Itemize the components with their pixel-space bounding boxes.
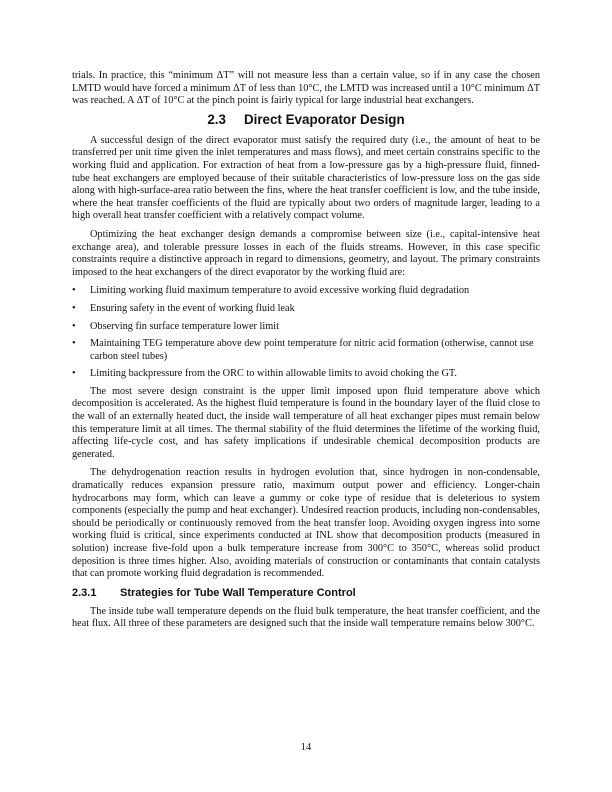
paragraph: The dehydrogenation reaction results in hydrogen evolution that, since hydrogen in non-condensable, dramatically reduces expansion pressure ratio, maximum output power and efficiency. Longer-chain hydrocarbons may form, which can leave a gummy or coke type of residue that is deleterious to system components (especially the pump and heat exchanger). Undesired reaction products, including non-condensables, should be periodically or continuously removed from the heat transfer loop. Avoiding oxygen ingress into some working fluid is critical, since experiments conducted at INL show that decomposition products (measured in solution) increase five-fold upon a bulk temperature increase from 300°C to 350°C, whereas solid product deposition is three times higher. Also, avoiding materials of construction or contaminants that contain catalysts that can promote working fluid degradation is recommended. — [72, 467, 540, 580]
bullet-icon: • — [72, 302, 76, 314]
list-item-text: Observing fin surface temperature lower limit — [90, 320, 279, 332]
list-item-text: Maintaining TEG temperature above dew point temperature for nitric acid formation (otherwise, cannot use carbon steel tubes) — [90, 338, 534, 362]
list-item-text: Limiting working fluid maximum temperature to avoid excessive working fluid degradation — [90, 285, 470, 297]
paragraph: The inside tube wall temperature depends on the fluid bulk temperature, the heat transfer coefficient, and the heat flux. All three of these parameters are designed such that the inside wall temperature remains below 300°C. — [72, 605, 540, 630]
bullet-icon: • — [72, 285, 76, 297]
page-number: 14 — [300, 742, 312, 753]
bullet-icon: • — [72, 320, 76, 332]
bullet-icon: • — [72, 338, 76, 350]
list-item — [72, 368, 540, 381]
subsection-number: 2.3.1 — [72, 586, 97, 599]
section-number: 2.3 — [207, 111, 226, 127]
subsection-heading — [72, 587, 540, 600]
paragraph-continued: trials. In practice, this “minimum ΔT” will not measure less than a certain value, so if in any case the chosen LMTD would have forced a minimum ΔT of less than 10°C, the LMTD was increased until a 10°C minimum ΔT was reached. A ΔT of 10°C at the pinch point is fairly typical for large industrial heat exchangers. — [72, 70, 540, 107]
section-heading — [72, 112, 540, 128]
bullet-icon: • — [72, 368, 76, 380]
paragraph: Optimizing the heat exchanger design demands a compromise between size (i.e., capital-intensive heat exchange area), and tolerable pressure losses in each of the fluids streams. However, in this case specific constraints require a distinctive approach in regard to dimensions, geometry, and layout. The primary constraints imposed to the heat exchangers of the direct evaporator by the working fluid are: — [72, 228, 540, 278]
constraints-list — [72, 285, 540, 381]
paragraph: A successful design of the direct evaporator must satisfy the required duty (i.e., the amount of heat to be transferred per unit time given the inlet temperatures and mass flows), and meet certain constrains specific to the working fluid and application. For extraction of heat from a low-pressure gas by a high-pressure fluid, finned-tube heat exchangers are employed because of their suitable characteristics of low-pressure loss on the gas side along with high-surface-area ratio between the fins, where the heat transfer coefficient is low, and the tube inside, where the heat transfer coefficients of the fluid are typically about two orders of magnitude larger, leading to a high overall heat transfer coefficient with a relatively compact volume. — [72, 134, 540, 222]
list-item — [72, 321, 540, 334]
list-item — [72, 303, 540, 316]
paragraph: The most severe design constraint is the upper limit imposed upon fluid temperature above which decomposition is accelerated. As the highest fluid temperature is found in the boundary layer of the fluid close to the wall of an externally heated duct, the inside wall temperature of all heat exchanger pipes must remain below this temperature limit at all times. The thermal stability of the fluid determines the lifetime of the working fluid, affecting life-cycle cost, and has safety implications if undesirable chemical decomposition products are generated. — [72, 385, 540, 460]
list-item — [72, 338, 540, 363]
subsection-title: Strategies for Tube Wall Temperature Control — [120, 586, 356, 599]
list-item-text: Limiting backpressure from the ORC to within allowable limits to avoid choking the GT. — [90, 368, 458, 380]
list-item — [72, 285, 540, 298]
section-title: Direct Evaporator Design — [243, 111, 405, 127]
list-item-text: Ensuring safety in the event of working fluid leak — [90, 302, 295, 314]
document-body — [72, 70, 540, 637]
